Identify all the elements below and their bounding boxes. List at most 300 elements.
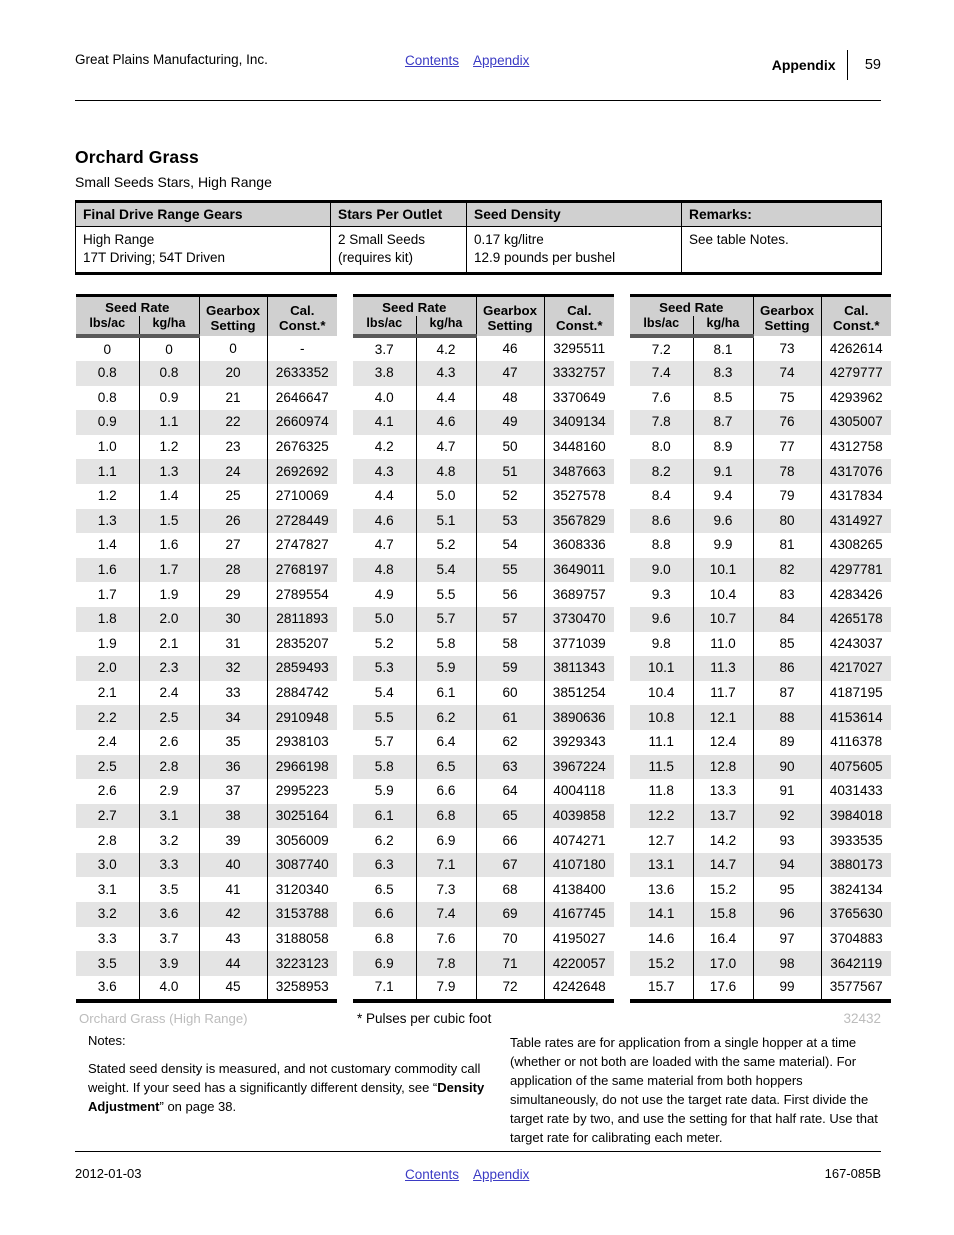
table-cell: 70 (476, 927, 544, 952)
table-cell: 6.6 (353, 902, 416, 927)
table-cell: 11.7 (693, 681, 753, 706)
table-cell: 4.7 (353, 533, 416, 558)
table-row (76, 828, 337, 853)
table-cell: 5.8 (353, 755, 416, 780)
table-cell: 15.2 (693, 877, 753, 902)
table-cell: 5.5 (353, 705, 416, 730)
table-row (630, 361, 891, 386)
table-cell: 10.4 (693, 582, 753, 607)
table-row (630, 877, 891, 902)
table-cell: 0 (139, 336, 199, 361)
table-cell: 67 (476, 853, 544, 878)
table-row (353, 558, 614, 583)
table-cell: 31 (199, 632, 267, 657)
table-cell: 34 (199, 705, 267, 730)
table-cell: 0.8 (139, 361, 199, 386)
table-cell: 7.4 (630, 361, 693, 386)
table-cell: 3332757 (544, 361, 614, 386)
table-row (353, 730, 614, 755)
col-subheader-kg-ha: kg/ha (416, 316, 476, 336)
notes-text-part2: ” on page 38. (159, 1099, 237, 1114)
table-row (353, 582, 614, 607)
table-cell: 1.7 (76, 582, 139, 607)
table-cell: 56 (476, 582, 544, 607)
table-cell: 3642119 (821, 951, 891, 976)
table-cell: 8.6 (630, 509, 693, 534)
table-cell: 4074271 (544, 828, 614, 853)
table-cell: 2692692 (267, 459, 337, 484)
table-cell: 10.8 (630, 705, 693, 730)
table-cell: 92 (753, 804, 821, 829)
specification-table (75, 200, 882, 275)
table-cell: 7.8 (630, 410, 693, 435)
table-cell: 3487663 (544, 459, 614, 484)
page-header (75, 50, 881, 84)
table-row (630, 828, 891, 853)
table-row (76, 755, 337, 780)
table-cell: 2.1 (76, 681, 139, 706)
col-header-stars-per-outlet: Stars Per Outlet (331, 202, 467, 227)
table-cell: 13.1 (630, 853, 693, 878)
company-name: Great Plains Manufacturing, Inc. (75, 52, 268, 67)
table-cell: 93 (753, 828, 821, 853)
table-cell: 2884742 (267, 681, 337, 706)
table-header-row (353, 296, 614, 317)
table-cell: 3.7 (353, 336, 416, 361)
table-cell: 99 (753, 976, 821, 1001)
table-cell: 2.0 (139, 607, 199, 632)
table-row (353, 804, 614, 829)
table-cell: 3.5 (139, 877, 199, 902)
table-row (630, 632, 891, 657)
table-row (353, 779, 614, 804)
table-cell: 2633352 (267, 361, 337, 386)
table-cell: 3.1 (139, 804, 199, 829)
table-cell: 4.2 (416, 336, 476, 361)
col-header-gearbox-setting (753, 296, 821, 337)
table-cell: 10.1 (630, 656, 693, 681)
table-cell: 1.5 (139, 509, 199, 534)
table-cell: 4308265 (821, 533, 891, 558)
table-cell: 2995223 (267, 779, 337, 804)
table-row (353, 705, 614, 730)
table-cell: 5.2 (416, 533, 476, 558)
table-cell: 3120340 (267, 877, 337, 902)
col-header-cal-const (267, 296, 337, 337)
table-cell: 7.1 (416, 853, 476, 878)
table-row (76, 227, 882, 274)
footer-horizontal-rule (75, 1151, 881, 1152)
seed-rate-table-1 (76, 294, 337, 1003)
col-subheader-lbs-ac: lbs/ac (76, 316, 139, 336)
table-header-row (630, 296, 891, 317)
table-cell: 0 (199, 336, 267, 361)
table-cell: 1.2 (76, 484, 139, 509)
table-cell: 4075605 (821, 755, 891, 780)
table-cell: 14.6 (630, 927, 693, 952)
final-drive-line-2: 17T Driving; 54T Driven (83, 249, 226, 265)
table-row (630, 656, 891, 681)
col-subheader-lbs-ac: lbs/ac (353, 316, 416, 336)
table-cell: 2835207 (267, 632, 337, 657)
table-cell: 2.3 (139, 656, 199, 681)
table-row (76, 361, 337, 386)
table-cell: 4116378 (821, 730, 891, 755)
table-cell: 12.4 (693, 730, 753, 755)
table-cell: 28 (199, 558, 267, 583)
cell-final-drive (76, 227, 331, 274)
table-cell: 61 (476, 705, 544, 730)
table-cell: 9.3 (630, 582, 693, 607)
table-cell: 4317076 (821, 459, 891, 484)
table-cell: 13.6 (630, 877, 693, 902)
table-cell: 3087740 (267, 853, 337, 878)
page-title: Orchard Grass (75, 147, 199, 167)
table-cell: 3811343 (544, 656, 614, 681)
table-cell: 10.7 (693, 607, 753, 632)
table-cell: 4.7 (416, 435, 476, 460)
table-cell: 1.1 (76, 459, 139, 484)
table-row (630, 386, 891, 411)
cell-seed-density (467, 227, 682, 274)
table-cell: 4153614 (821, 705, 891, 730)
notes-text-bold: Density Adjustment (88, 1080, 485, 1114)
table-cell: 24 (199, 459, 267, 484)
table-cell: 10.1 (693, 558, 753, 583)
table-row (353, 336, 614, 361)
table-cell: 2.6 (139, 730, 199, 755)
table-cell: 7.1 (353, 976, 416, 1001)
table-cell: 3933535 (821, 828, 891, 853)
table-cell: 6.2 (353, 828, 416, 853)
table-cell: 7.2 (630, 336, 693, 361)
table-cell: 1.0 (76, 435, 139, 460)
seed-rate-table-3-body (630, 336, 891, 1001)
seed-rate-table-3 (630, 294, 891, 1003)
table-cell: 12.1 (693, 705, 753, 730)
table-cell: 49 (476, 410, 544, 435)
header-section-label: Appendix (771, 57, 836, 73)
document-code: 32432 (843, 1011, 881, 1026)
table-cell: 6.8 (353, 927, 416, 952)
table-cell: 12.2 (630, 804, 693, 829)
table-cell: 2.2 (76, 705, 139, 730)
footer-link-contents[interactable]: Contents (405, 1167, 460, 1182)
table-cell: 40 (199, 853, 267, 878)
table-cell: 5.7 (416, 607, 476, 632)
table-cell: 11.1 (630, 730, 693, 755)
table-row (76, 853, 337, 878)
table-cell: 2.4 (139, 681, 199, 706)
table-cell: 78 (753, 459, 821, 484)
table-row (76, 386, 337, 411)
table-row (630, 582, 891, 607)
table-cell: 63 (476, 755, 544, 780)
col-header-seed-rate: Seed Rate (353, 296, 476, 317)
table-cell: 4314927 (821, 509, 891, 534)
stars-line-2: (requires kit) (338, 249, 414, 265)
table-cell: 16.4 (693, 927, 753, 952)
cell-stars-per-outlet (331, 227, 467, 274)
table-row (76, 902, 337, 927)
table-row (353, 607, 614, 632)
table-cell: 5.1 (416, 509, 476, 534)
table-cell: 4.3 (353, 459, 416, 484)
table-cell: 4167745 (544, 902, 614, 927)
table-cell: 2.8 (139, 755, 199, 780)
table-cell: 77 (753, 435, 821, 460)
table-cell: 85 (753, 632, 821, 657)
table-cell: 4195027 (544, 927, 614, 952)
table-cell: 64 (476, 779, 544, 804)
table-cell: 36 (199, 755, 267, 780)
table-row (353, 386, 614, 411)
table-cell: 4217027 (821, 656, 891, 681)
table-cell: 4.8 (416, 459, 476, 484)
table-cell: 14.7 (693, 853, 753, 878)
table-cell: 33 (199, 681, 267, 706)
table-cell: 6.6 (416, 779, 476, 804)
table-cell: 7.3 (416, 877, 476, 902)
table-cell: 8.9 (693, 435, 753, 460)
table-cell: 97 (753, 927, 821, 952)
page-subtitle: Small Seeds Stars, High Range (75, 174, 272, 190)
gearbox-label-l1: Gearbox (483, 302, 537, 318)
table-cell: 3689757 (544, 582, 614, 607)
table-row (353, 951, 614, 976)
table-cell: 2811893 (267, 607, 337, 632)
table-row (630, 779, 891, 804)
table-cell: 4.4 (353, 484, 416, 509)
col-subheader-kg-ha: kg/ha (139, 316, 199, 336)
table-row (353, 632, 614, 657)
table-row (630, 484, 891, 509)
table-cell: 23 (199, 435, 267, 460)
table-cell: 4312758 (821, 435, 891, 460)
table-cell: 12.8 (693, 755, 753, 780)
table-row (353, 435, 614, 460)
seed-rate-table-1-body (76, 336, 337, 1001)
table-cell: 1.4 (76, 533, 139, 558)
table-cell: 3056009 (267, 828, 337, 853)
table-cell: 3370649 (544, 386, 614, 411)
table-cell: 3153788 (267, 902, 337, 927)
table-cell: 55 (476, 558, 544, 583)
table-cell: 0.8 (76, 386, 139, 411)
header-link-appendix[interactable]: Appendix (473, 53, 530, 68)
table-cell: 6.9 (416, 828, 476, 853)
table-cell: 14.2 (693, 828, 753, 853)
table-cell: 9.1 (693, 459, 753, 484)
table-cell: 65 (476, 804, 544, 829)
table-cell: 15.8 (693, 902, 753, 927)
table-cell: 43 (199, 927, 267, 952)
table-row (76, 951, 337, 976)
col-header-cal-const (544, 296, 614, 337)
table-cell: 2.6 (76, 779, 139, 804)
table-cell: 2789554 (267, 582, 337, 607)
table-row (76, 509, 337, 534)
table-cell: - (267, 336, 337, 361)
table-cell: 2676325 (267, 435, 337, 460)
table-cell: 11.8 (630, 779, 693, 804)
table-cell: 39 (199, 828, 267, 853)
table-row (353, 459, 614, 484)
table-cell: 95 (753, 877, 821, 902)
col-header-cal-const (821, 296, 891, 337)
table-cell: 4039858 (544, 804, 614, 829)
table-cell: 5.0 (353, 607, 416, 632)
table-cell: 2710069 (267, 484, 337, 509)
table-row (630, 951, 891, 976)
col-subheader-lbs-ac: lbs/ac (630, 316, 693, 336)
table-cell: 91 (753, 779, 821, 804)
table-cell: 29 (199, 582, 267, 607)
table-cell: 9.0 (630, 558, 693, 583)
table-cell: 2646647 (267, 386, 337, 411)
table-cell: 2859493 (267, 656, 337, 681)
cal-const-label-l2: Const.* (555, 317, 603, 333)
table-cell: 3.5 (76, 951, 139, 976)
table-cell: 3025164 (267, 804, 337, 829)
table-cell: 4220057 (544, 951, 614, 976)
table-cell: 80 (753, 509, 821, 534)
table-row (630, 902, 891, 927)
table-row (630, 804, 891, 829)
table-cell: 3258953 (267, 976, 337, 1001)
table-cell: 45 (199, 976, 267, 1001)
table-row (630, 459, 891, 484)
table-cell: 2.7 (76, 804, 139, 829)
table-cell: 4031433 (821, 779, 891, 804)
table-cell: 46 (476, 336, 544, 361)
table-cell: 53 (476, 509, 544, 534)
header-link-contents[interactable]: Contents (405, 53, 460, 68)
table-cell: 3.1 (76, 877, 139, 902)
table-cell: 42 (199, 902, 267, 927)
table-cell: 4187195 (821, 681, 891, 706)
table-cell: 89 (753, 730, 821, 755)
table-cell: 15.7 (630, 976, 693, 1001)
cal-const-label-l1: Cal. (567, 302, 592, 318)
table-cell: 5.8 (416, 632, 476, 657)
table-row (76, 459, 337, 484)
table-cell: 74 (753, 361, 821, 386)
table-row (76, 632, 337, 657)
notes-body (88, 1059, 508, 1116)
table-cell: 9.6 (693, 509, 753, 534)
table-cell: 27 (199, 533, 267, 558)
table-cell: 2660974 (267, 410, 337, 435)
table-cell: 0.9 (76, 410, 139, 435)
table-cell: 7.6 (630, 386, 693, 411)
table-cell: 4004118 (544, 779, 614, 804)
table-row (353, 902, 614, 927)
table-row (76, 558, 337, 583)
table-cell: 1.3 (139, 459, 199, 484)
table-cell: 6.1 (416, 681, 476, 706)
table-cell: 20 (199, 361, 267, 386)
col-header-gearbox-setting (476, 296, 544, 337)
table-cell: 6.5 (416, 755, 476, 780)
table-cell: 5.0 (416, 484, 476, 509)
table-row (353, 509, 614, 534)
table-cell: 8.3 (693, 361, 753, 386)
table-cell: 38 (199, 804, 267, 829)
table-cell: 5.4 (416, 558, 476, 583)
table-cell: 3967224 (544, 755, 614, 780)
table-row (76, 484, 337, 509)
gearbox-label-l1: Gearbox (206, 302, 260, 318)
table-cell: 6.8 (416, 804, 476, 829)
table-row (630, 705, 891, 730)
table-row (76, 582, 337, 607)
table-cell: 17.6 (693, 976, 753, 1001)
table-row (630, 927, 891, 952)
table-cell: 54 (476, 533, 544, 558)
table-cell: 12.7 (630, 828, 693, 853)
table-cell: 3188058 (267, 927, 337, 952)
table-cell: 6.1 (353, 804, 416, 829)
table-cell: 81 (753, 533, 821, 558)
table-cell: 3984018 (821, 804, 891, 829)
cell-remarks (682, 227, 882, 274)
table-cell: 1.6 (139, 533, 199, 558)
footer-document-code: 167-085B (824, 1166, 881, 1181)
gearbox-label-l1: Gearbox (760, 302, 814, 318)
table-cell: 9.6 (630, 607, 693, 632)
table-row (76, 336, 337, 361)
table-cell: 35 (199, 730, 267, 755)
table-row (76, 877, 337, 902)
table-cell: 3649011 (544, 558, 614, 583)
table-cell: 4265178 (821, 607, 891, 632)
table-cell: 62 (476, 730, 544, 755)
table-row (353, 853, 614, 878)
footer-link-appendix[interactable]: Appendix (473, 1167, 530, 1182)
table-row (353, 484, 614, 509)
table-caption: Orchard Grass (High Range) (79, 1011, 248, 1026)
table-cell: 2747827 (267, 533, 337, 558)
gearbox-label-l2: Setting (487, 317, 533, 333)
table-cell: 2910948 (267, 705, 337, 730)
table-row (630, 730, 891, 755)
table-cell: 1.9 (139, 582, 199, 607)
table-cell: 0.8 (76, 361, 139, 386)
table-cell: 50 (476, 435, 544, 460)
remarks-text: See table Notes. (689, 232, 789, 247)
header-nav-links (405, 52, 543, 70)
table-row (76, 705, 337, 730)
table-cell: 5.5 (416, 582, 476, 607)
table-cell: 3.2 (76, 902, 139, 927)
table-cell: 3567829 (544, 509, 614, 534)
table-row (630, 853, 891, 878)
table-cell: 90 (753, 755, 821, 780)
table-cell: 68 (476, 877, 544, 902)
table-cell: 4242648 (544, 976, 614, 1001)
table-row (353, 656, 614, 681)
table-cell: 3.9 (139, 951, 199, 976)
table-cell: 4138400 (544, 877, 614, 902)
table-cell: 3608336 (544, 533, 614, 558)
table-cell: 47 (476, 361, 544, 386)
table-cell: 48 (476, 386, 544, 411)
table-cell: 3.6 (139, 902, 199, 927)
table-cell: 3704883 (821, 927, 891, 952)
table-cell: 4.6 (416, 410, 476, 435)
table-cell: 2966198 (267, 755, 337, 780)
